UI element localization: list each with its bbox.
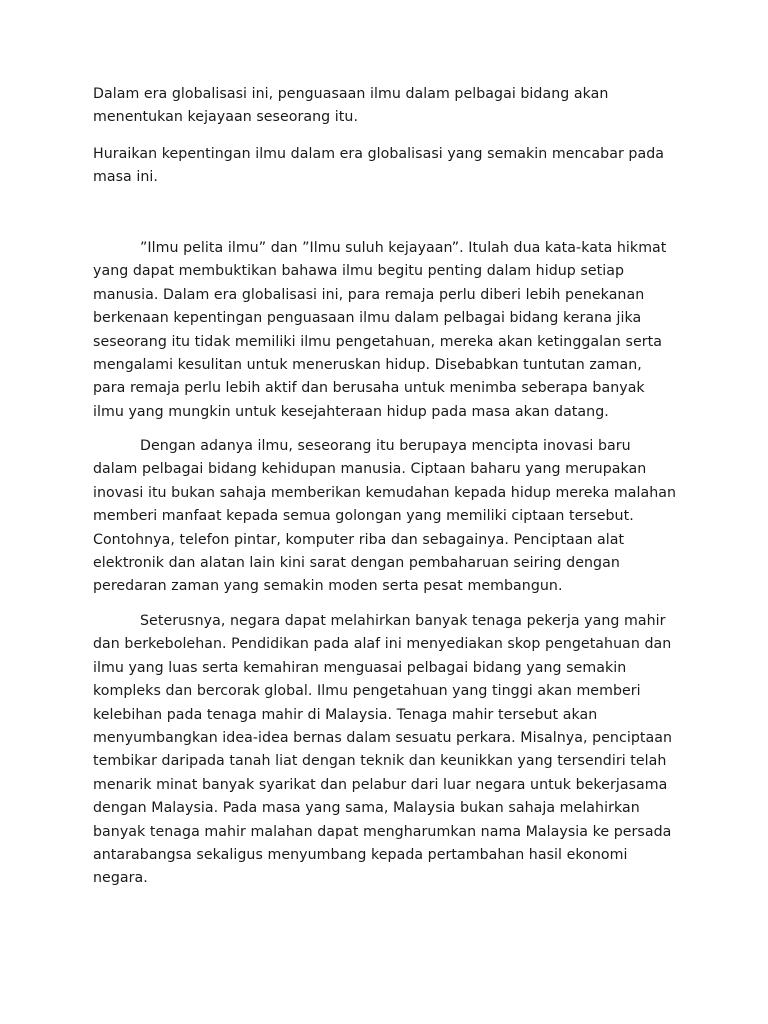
text-line: Dengan adanya ilmu, seseorang itu berupaya mencipta inovasi baru	[140, 438, 631, 454]
text-line: Huraikan kepentingan ilmu dalam era globalisasi yang semakin mencabar pada	[93, 146, 664, 162]
text-line: kelebihan pada tenaga mahir di Malaysia. Tenaga mahir tersebut akan	[93, 706, 598, 723]
text-line: ”Ilmu pelita ilmu” dan ”Ilmu suluh kejayaan”. Itulah dua kata-kata hikmat	[140, 240, 667, 256]
text-line: ilmu yang mungkin untuk kesejahteraan hidup pada masa akan datang.	[93, 403, 609, 420]
essay-paragraph-2	[93, 435, 683, 599]
text-line: negara.	[93, 870, 148, 887]
text-line: memberi manfaat kepada semua golongan yang memiliki ciptaan tersebut.	[93, 508, 634, 525]
text-line: mengalami kesulitan untuk meneruskan hidup. Disebabkan tuntutan zaman,	[93, 357, 642, 374]
text-line: berkenaan kepentingan penguasaan ilmu dalam pelbagai bidang kerana jika	[93, 310, 642, 327]
essay-paragraph-3	[93, 610, 683, 891]
text-line: Dalam era globalisasi ini, penguasaan ilmu dalam pelbagai bidang akan	[93, 86, 609, 102]
text-line: yang dapat membuktikan bahawa ilmu begitu penting dalam hidup setiap	[93, 263, 625, 280]
text-line: masa ini.	[93, 169, 158, 186]
text-line: tembikar daripada tanah liat dengan teknik dan keunikkan yang tersendiri telah	[93, 753, 667, 770]
essay-prompt	[93, 83, 683, 130]
essay-question	[93, 143, 683, 190]
text-line: elektronik dan alatan lain kini sarat dengan pembaharuan seiring dengan	[93, 555, 620, 572]
text-line: dan berkebolehan. Pendidikan pada alaf ini menyediakan skop pengetahuan dan	[93, 636, 672, 653]
text-line: banyak tenaga mahir malahan dapat mengharumkan nama Malaysia ke persada	[93, 823, 672, 840]
text-line: Contohnya, telefon pintar, komputer riba dan sebagainya. Penciptaan alat	[93, 531, 625, 548]
text-line: manusia. Dalam era globalisasi ini, para remaja perlu diberi lebih penekanan	[93, 286, 645, 303]
text-line: dalam pelbagai bidang kehidupan manusia. Ciptaan baharu yang merupakan	[93, 461, 647, 478]
text-line: ilmu yang luas serta kemahiran menguasai pelbagai bidang yang semakin	[93, 659, 627, 676]
text-line: Seterusnya, negara dapat melahirkan banyak tenaga pekerja yang mahir	[140, 613, 666, 629]
text-line: para remaja perlu lebih aktif dan berusaha untuk menimba seberapa banyak	[93, 380, 645, 397]
text-line: kompleks dan bercorak global. Ilmu pengetahuan yang tinggi akan memberi	[93, 683, 641, 700]
essay-paragraph-1	[93, 237, 683, 424]
text-line: seseorang itu tidak memiliki ilmu pengetahuan, mereka akan ketinggalan serta	[93, 333, 662, 350]
text-line: menarik minat banyak syarikat dan pelabur dari luar negara untuk bekerjasama	[93, 776, 668, 793]
text-line: peredaran zaman yang semakin moden serta pesat membangun.	[93, 578, 563, 595]
text-line: menentukan kejayaan seseorang itu.	[93, 109, 358, 126]
text-line: menyumbangkan idea-idea bernas dalam sesuatu perkara. Misalnya, penciptaan	[93, 730, 673, 747]
text-line: dengan Malaysia. Pada masa yang sama, Malaysia bukan sahaja melahirkan	[93, 800, 640, 817]
text-line: antarabangsa sekaligus menyumbang kepada pertambahan hasil ekonomi	[93, 847, 628, 864]
text-line: inovasi itu bukan sahaja memberikan kemudahan kepada hidup mereka malahan	[93, 484, 677, 501]
